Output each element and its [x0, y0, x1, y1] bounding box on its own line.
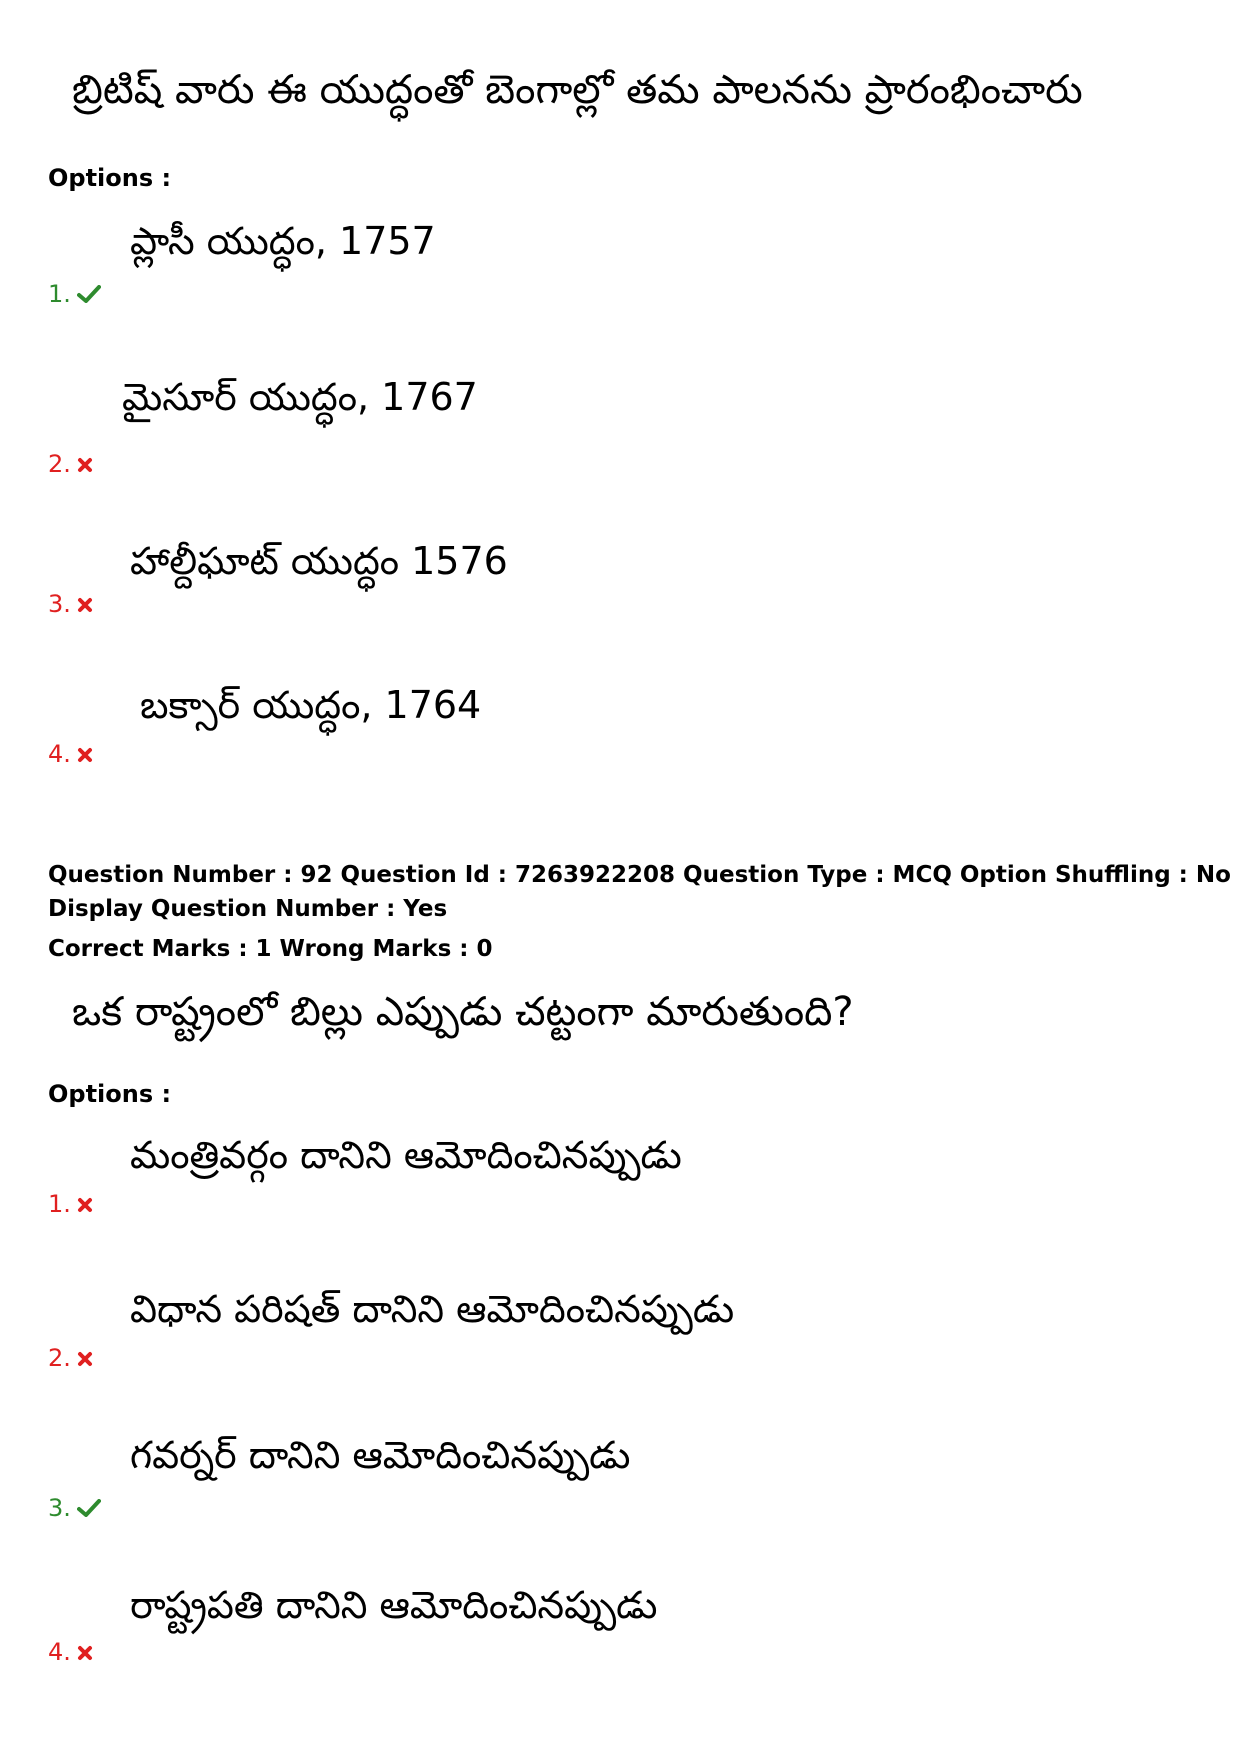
cross-icon: [77, 451, 93, 479]
question-text: ఒక రాష్ట్రంలో బిల్లు ఎప్పుడు చట్టంగా మారుతుంది?: [72, 989, 854, 1035]
option-1-text: మంత్రివర్గం దానిని ఆమోదించినప్పుడు: [130, 1133, 682, 1177]
option-2-text: విధాన పరిషత్ దానిని ఆమోదించినప్పుడు: [130, 1287, 735, 1331]
prev-option-3-text: హాల్దీఘాట్ యుద్ధం 1576: [130, 539, 508, 583]
option-3-text: గవర్నర్ దానిని ఆమోదించినప్పుడు: [130, 1433, 631, 1477]
prev-option-2-text: మైసూర్ యుద్ధం, 1767: [122, 375, 478, 419]
options-label: Options :: [48, 1080, 172, 1108]
prev-option-4-text: బక్సార్ యుద్ధం, 1764: [140, 683, 482, 727]
prev-option-2-number: 2.: [48, 450, 93, 479]
option-2-number: 2.: [48, 1344, 93, 1373]
question-meta-line-2: Display Question Number : Yes: [48, 896, 448, 922]
question-meta-line-1: Question Number : 92 Question Id : 7263922208 Question Type : MCQ Option Shuffling : No: [48, 862, 1231, 888]
cross-icon: [77, 591, 93, 619]
prev-option-1-text: ప్లాసీ యుద్ధం, 1757: [130, 219, 436, 263]
cross-icon: [77, 1639, 93, 1667]
prev-option-1-number: 1.: [48, 280, 101, 309]
option-3-number: 3.: [48, 1494, 101, 1523]
prev-option-4-number: 4.: [48, 740, 93, 769]
question-meta-line-3: Correct Marks : 1 Wrong Marks : 0: [48, 936, 493, 962]
option-4-number: 4.: [48, 1638, 93, 1667]
check-icon: [77, 281, 101, 309]
cross-icon: [77, 1191, 93, 1219]
option-4-text: రాష్ట్రపతి దానిని ఆమోదించినప్పుడు: [130, 1583, 658, 1627]
cross-icon: [77, 1345, 93, 1373]
check-icon: [77, 1495, 101, 1523]
prev-question-text: బ్రిటిష్ వారు ఈ యుద్ధంతో బెంగాల్లో తమ పాలనను ప్రారంభించారు: [72, 67, 1083, 113]
option-1-number: 1.: [48, 1190, 93, 1219]
cross-icon: [77, 741, 93, 769]
prev-options-label: Options :: [48, 164, 172, 192]
prev-option-3-number: 3.: [48, 590, 93, 619]
